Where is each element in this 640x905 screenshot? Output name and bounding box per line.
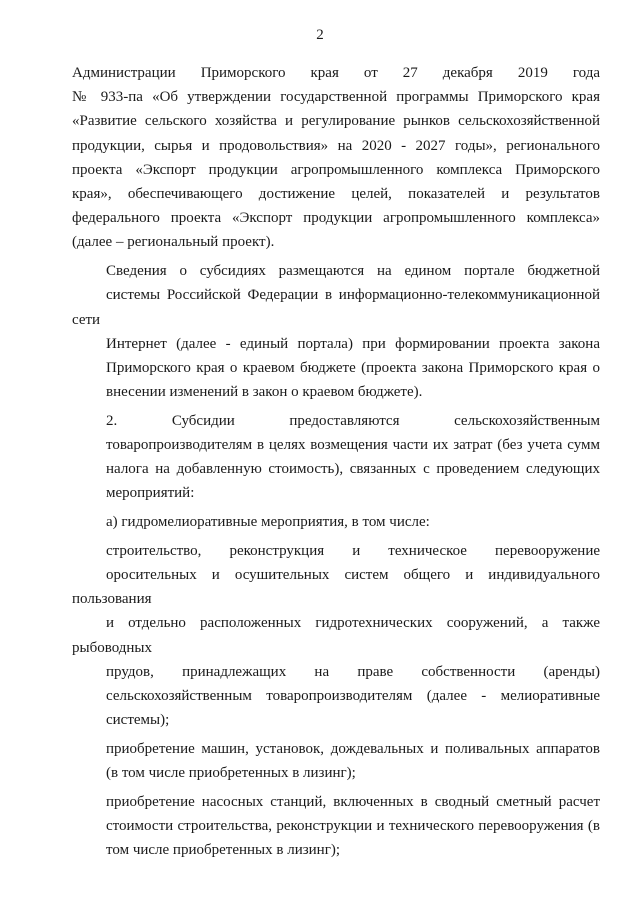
text-line: налога на добавленную стоимость), связанных с проведением следующих bbox=[106, 461, 600, 478]
text-line: проекта «Экспорт продукции агропромышленного комплекса Приморского bbox=[72, 161, 600, 178]
paragraph-p6 bbox=[72, 737, 600, 785]
text-line: приобретение машин, установок, дождевальных и поливальных аппаратов bbox=[106, 740, 600, 757]
document-body bbox=[72, 61, 600, 863]
text-line: и отдельно расположенных гидротехнических сооружений, а также рыбоводных bbox=[72, 615, 600, 656]
text-line: края», обеспечивающего достижение целей, показателей и результатов bbox=[72, 186, 600, 203]
text-line: № 933-па «Об утверждении государственной программы Приморского края bbox=[72, 89, 600, 106]
paragraph-p5 bbox=[72, 539, 600, 733]
text-line: приобретение насосных станций, включенных в сводный сметный расчет bbox=[106, 793, 600, 810]
text-line: Приморского края о краевом бюджете (проекта закона Приморского края о bbox=[106, 359, 600, 376]
text-line: а) гидромелиоративные мероприятия, в том числе: bbox=[106, 514, 430, 531]
text-line: внесении изменений в закон о краевом бюджете). bbox=[106, 384, 423, 401]
text-line: (далее – региональный проект). bbox=[72, 234, 275, 251]
text-line: стоимости строительства, реконструкции и технического перевооружения (в bbox=[106, 818, 600, 835]
text-line: 2. Субсидии предоставляются сельскохозяйственным bbox=[106, 412, 600, 429]
text-line: Сведения о субсидиях размещаются на едином портале бюджетной bbox=[106, 263, 600, 280]
text-line: строительство, реконструкция и техническое перевооружение bbox=[106, 542, 600, 559]
text-line: продукции, сырья и продовольствия» на 2020 - 2027 годы», регионального bbox=[72, 137, 600, 154]
text-line: прудов, принадлежащих на праве собственности (аренды) bbox=[106, 663, 600, 680]
text-line: сельскохозяйственным товаропроизводителям (далее - мелиоративные bbox=[106, 688, 600, 705]
text-line: (в том числе приобретенных в лизинг); bbox=[106, 765, 356, 782]
text-line: товаропроизводителям в целях возмещения части их затрат (без учета сумм bbox=[106, 437, 600, 454]
text-line: федерального проекта «Экспорт продукции агропромышленного комплекса» bbox=[72, 210, 600, 227]
text-line: Администрации Приморского края от 27 декабря 2019 года bbox=[72, 65, 600, 81]
paragraph-p7 bbox=[72, 790, 600, 863]
paragraph-p4 bbox=[72, 510, 600, 534]
text-line: системы Российской Федерации в информационно-телекоммуникационной сети bbox=[72, 287, 600, 328]
text-line: «Развитие сельского хозяйства и регулирование рынков сельскохозяйственной bbox=[72, 113, 600, 130]
text-line: системы); bbox=[106, 712, 170, 729]
paragraph-p2 bbox=[72, 259, 600, 404]
page-number: 2 bbox=[316, 27, 324, 43]
text-line: мероприятий: bbox=[106, 485, 195, 502]
text-line: оросительных и осушительных систем общего и индивидуального пользования bbox=[72, 567, 600, 608]
text-line: Интернет (далее - единый портала) при формировании проекта закона bbox=[106, 335, 600, 352]
paragraph-p3 bbox=[72, 409, 600, 506]
text-line: том числе приобретенных в лизинг); bbox=[106, 842, 341, 859]
paragraph-p1 bbox=[72, 61, 600, 255]
